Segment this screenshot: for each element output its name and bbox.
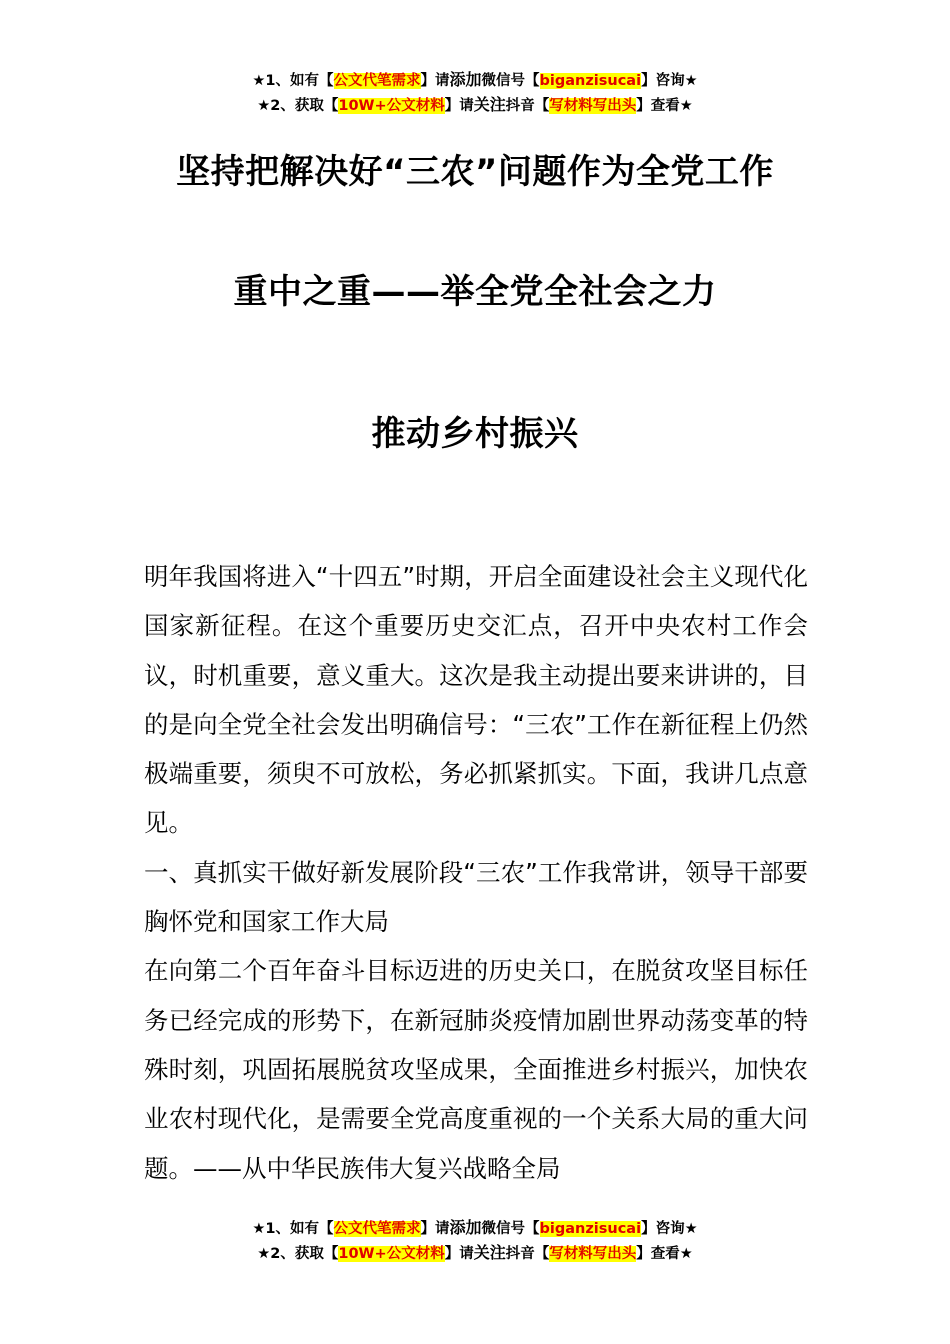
body-paragraph: 明年我国将进入“十四五”时期，开启全面建设社会主义现代化国家新征程。在这个重要历史交汇点，召开中央农村工作会议，时机重要，意义重大。这次是我主动提出要来讲讲的，目的是向全党全社会发出明确信号：“三农”工作在新征程上仍然极端重要，须臾不可放松，务必抓紧抓实。下面，我讲几点意见。 [144,562,808,838]
document-body [144,552,808,1193]
promo-line-1: ★1、如有【公文代笔需求】请添加微信号【biganzisucai】咨询★ [252,70,698,89]
promo-highlight-wechat-id: biganzisucai [539,1221,642,1237]
promo-highlight-materials: 10W+公文材料 [338,1246,445,1262]
promo-highlight-douyin: 写材料写出头 [549,98,637,114]
footer-promo-banner [0,1216,950,1266]
promo-highlight-materials: 10W+公文材料 [338,98,445,114]
promo-line-2: ★2、获取【10W+公文材料】请关注抖音【写材料写出头】查看★ [257,95,693,114]
promo-highlight-service: 公文代笔需求 [333,1221,421,1237]
promo-line-2: ★2、获取【10W+公文材料】请关注抖音【写材料写出头】查看★ [257,1243,693,1262]
promo-highlight-douyin: 写材料写出头 [549,1246,637,1262]
document-title-line-2: 重中之重——举全党全社会之力 [233,272,717,312]
promo-highlight-wechat-id: biganzisucai [539,73,642,89]
section-heading: 一、真抓实干做好新发展阶段“三农”工作我常讲，领导干部要胸怀党和国家工作大局 [144,857,808,937]
body-paragraph: 在向第二个百年奋斗目标迈进的历史关口，在脱贫攻坚目标任务已经完成的形势下，在新冠肺炎疫情加剧世界动荡变革的特殊时刻，巩固拓展脱贫攻坚成果，全面推进乡村振兴，加快农业农村现代化，是需要全党高度重视的一个关系大局的重大问题。——从中华民族伟大复兴战略全局 [144,956,808,1183]
header-promo-banner [0,68,950,118]
promo-highlight-service: 公文代笔需求 [333,73,421,89]
document-title-line-1: 坚持把解决好“三农”问题作为全党工作 [176,152,774,192]
document-title-line-3: 推动乡村振兴 [371,414,579,454]
promo-line-1: ★1、如有【公文代笔需求】请添加微信号【biganzisucai】咨询★ [252,1218,698,1237]
